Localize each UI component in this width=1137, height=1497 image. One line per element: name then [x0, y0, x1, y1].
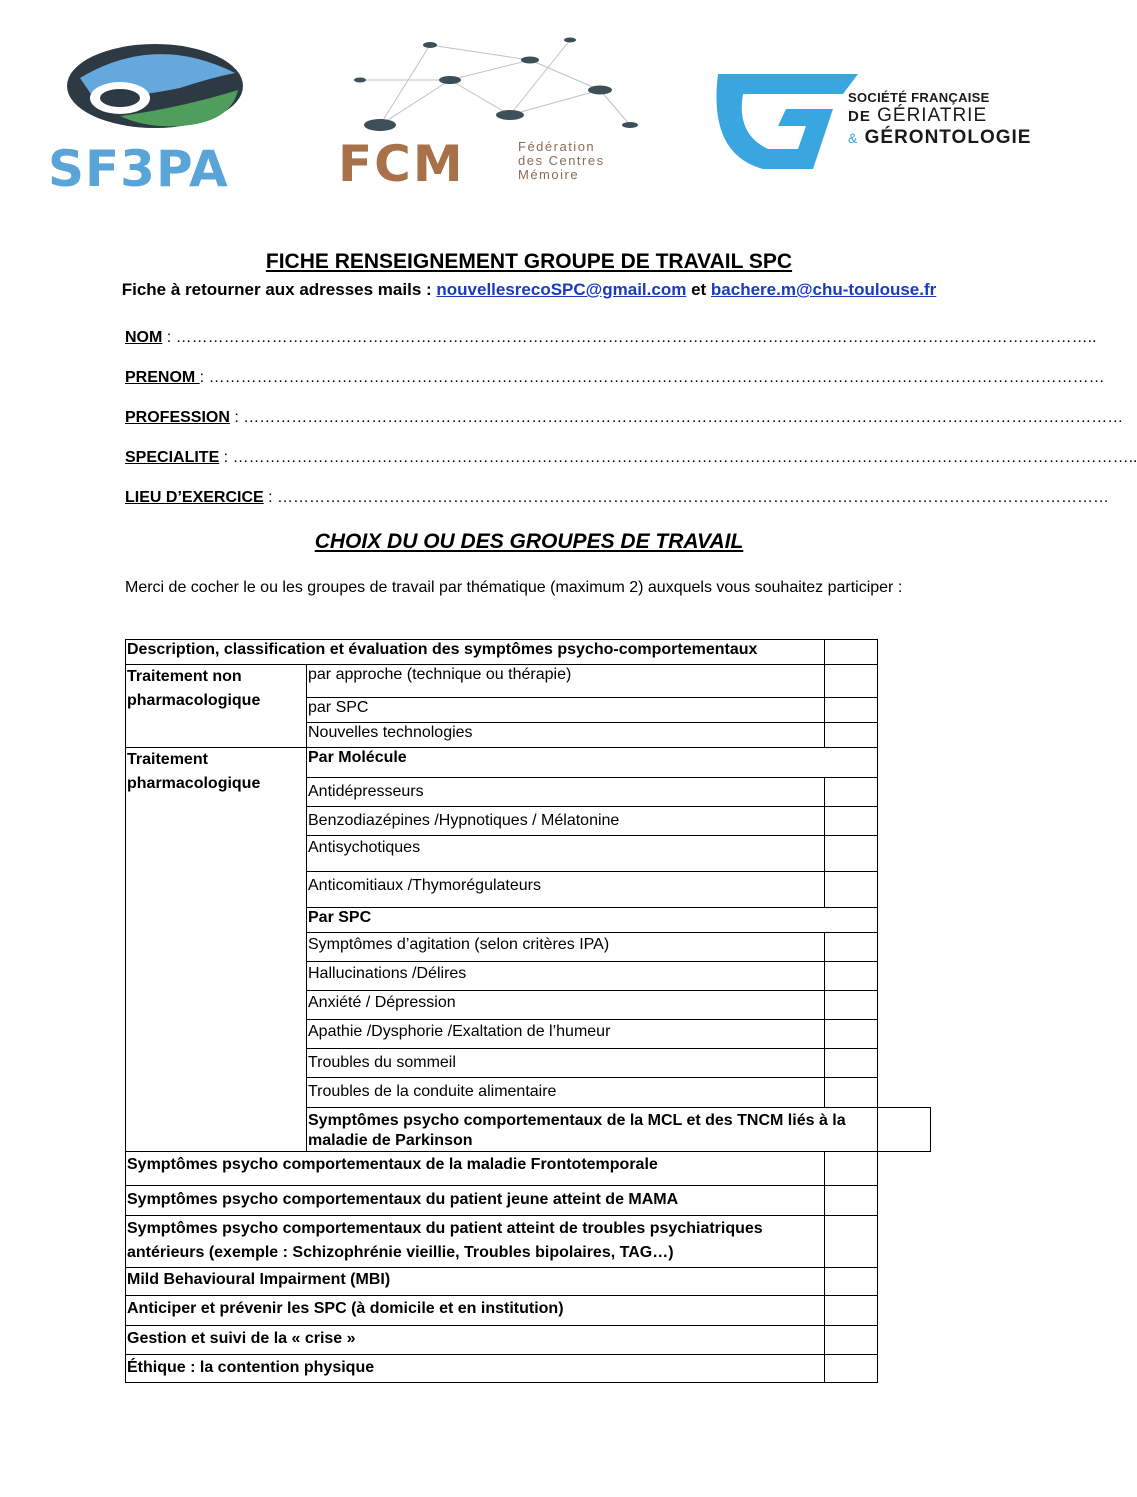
field-label: LIEU D’EXERCICE: [125, 489, 264, 506]
group-label: par approche (technique ou thérapie): [307, 665, 825, 698]
group-checkbox[interactable]: [825, 962, 878, 991]
table-row: [126, 748, 931, 778]
field-label: SPECIALITE: [125, 449, 220, 466]
sf3pa-wordmark: SF3PA: [48, 140, 229, 198]
sfgg-wordmark: [848, 90, 1031, 149]
group-label: Hallucinations /Délires: [307, 962, 825, 991]
fcm-sub-line: des Centres: [518, 153, 605, 168]
group-checkbox[interactable]: [825, 1078, 878, 1108]
group-label: Troubles de la conduite alimentaire: [307, 1078, 825, 1108]
group-label: Benzodiazépines /Hypnotiques / Mélatonine: [307, 807, 825, 836]
sfgg-prefix: DE: [848, 108, 871, 125]
group-checkbox[interactable]: [825, 1186, 878, 1216]
group-label: Symptômes psycho comportementaux du patient atteint de troubles psychiatriques antérieurs (exemple : Schizophrénie vieillie, Troubles bipolaires, TAG…): [126, 1216, 825, 1268]
fcm-wordmark: FCM: [338, 135, 465, 193]
page-title: FICHE RENSEIGNEMENT GROUPE DE TRAVAIL SPC: [265, 250, 793, 273]
instructions-text: Fiche à retourner aux adresses mails :: [121, 280, 432, 299]
group-label: Anxiété / Dépression: [307, 991, 825, 1020]
field-dots: : …………………………………………………………………………………………………………………………………………………: [229, 409, 1124, 426]
group-label: Apathie /Dysphorie /Exaltation de l’humeur: [307, 1020, 825, 1049]
table-row: [126, 1296, 931, 1326]
field-lieu-exercice[interactable]: [125, 489, 1110, 507]
group-checkbox[interactable]: [825, 665, 878, 698]
group-checkbox[interactable]: [825, 1355, 878, 1383]
table-row: [126, 640, 931, 665]
table-row: [126, 665, 931, 698]
fcm-sub-line: Fédération: [518, 139, 596, 154]
group-checkbox[interactable]: [825, 778, 878, 807]
sfgg-line: GÉRIATRIE: [877, 105, 988, 126]
field-label: PRENOM: [125, 369, 200, 386]
group-label: Symptômes psycho comportementaux de la maladie Frontotemporale: [126, 1152, 825, 1186]
field-specialite[interactable]: [125, 449, 1137, 467]
group-label: Mild Behavioural Impairment (MBI): [126, 1268, 825, 1296]
group-label: Symptômes psycho comportementaux du patient jeune atteint de MAMA: [126, 1186, 825, 1216]
connector-text: et: [691, 280, 707, 299]
sf3pa-logo-icon: [60, 38, 260, 138]
intro-text: Merci de cocher le ou les groupes de travail par thématique (maximum 2) auxquels vous souhaitez participer :: [125, 579, 903, 596]
group-label: Antisychotiques: [307, 836, 825, 872]
fcm-subtitle: [518, 140, 605, 182]
working-groups-table: [125, 639, 931, 1383]
logo-banner: [0, 30, 1058, 200]
group-checkbox[interactable]: [878, 1108, 931, 1152]
email-link-2[interactable]: bachere.m@chu-toulouse.fr: [710, 280, 937, 299]
group-label: Description, classification et évaluation des symptômes psycho-comportementaux: [126, 640, 825, 665]
subcategory-label: Par Molécule: [307, 748, 878, 778]
group-label: Anticomitiaux /Thymorégulateurs: [307, 872, 825, 908]
group-label: Gestion et suivi de la « crise »: [126, 1326, 825, 1355]
sfgg-line: SOCIÉTÉ FRANÇAISE: [848, 90, 990, 105]
group-label: Nouvelles technologies: [307, 723, 825, 748]
group-checkbox[interactable]: [825, 640, 878, 665]
group-checkbox[interactable]: [825, 723, 878, 748]
group-label: Symptômes psycho comportementaux de la MCL et des TNCM liés à la maladie de Parkinson: [307, 1108, 878, 1152]
group-checkbox[interactable]: [825, 1020, 878, 1049]
fcm-sub-line: Mémoire: [518, 167, 580, 182]
field-profession[interactable]: [125, 409, 1124, 427]
table-row: [126, 1216, 931, 1268]
sfgg-line: GÉRONTOLOGIE: [864, 127, 1032, 148]
return-instructions: [0, 280, 1058, 300]
field-dots: : …………………………………………………………………………………………………………………………………………: [263, 489, 1110, 506]
group-label: Symptômes d’agitation (selon critères IPA): [307, 933, 825, 962]
group-checkbox[interactable]: [825, 1296, 878, 1326]
group-checkbox[interactable]: [825, 836, 878, 872]
group-label: Anticiper et prévenir les SPC (à domicile et en institution): [126, 1296, 825, 1326]
group-checkbox[interactable]: [825, 1268, 878, 1296]
group-checkbox[interactable]: [825, 933, 878, 962]
subcategory-label: Par SPC: [307, 908, 878, 933]
table-row: [126, 1186, 931, 1216]
group-label: par SPC: [307, 698, 825, 723]
field-prenom[interactable]: [125, 369, 1105, 387]
group-label: Troubles du sommeil: [307, 1049, 825, 1078]
fcm-network-icon: [340, 30, 640, 135]
group-checkbox[interactable]: [825, 1326, 878, 1355]
email-link-1[interactable]: nouvellesrecoSPC@gmail.com: [436, 280, 687, 299]
group-checkbox[interactable]: [825, 872, 878, 908]
table-row: [126, 1152, 931, 1186]
group-checkbox[interactable]: [825, 698, 878, 723]
table-row: [126, 1355, 931, 1383]
group-label: Antidépresseurs: [307, 778, 825, 807]
table-row: [126, 1268, 931, 1296]
group-checkbox[interactable]: [825, 807, 878, 836]
group-checkbox[interactable]: [825, 1216, 878, 1268]
group-checkbox[interactable]: [825, 991, 878, 1020]
group-label: Éthique : la contention physique: [126, 1355, 825, 1383]
field-dots: : ………………………………………………………………………………………………………………………………………………………..: [162, 329, 1097, 346]
category-label: Traitement non pharmacologique: [126, 665, 307, 748]
sfgg-prefix: &: [848, 130, 859, 146]
field-nom[interactable]: [125, 329, 1097, 347]
section-title: CHOIX DU OU DES GROUPES DE TRAVAIL: [314, 530, 744, 553]
group-checkbox[interactable]: [825, 1152, 878, 1186]
field-label: NOM: [125, 329, 163, 346]
field-label: PROFESSION: [125, 409, 230, 426]
sfgg-logo-icon: [708, 64, 858, 179]
field-dots: : ……………………………………………………………………………………………………………………………………………………: [199, 369, 1105, 386]
category-label: Traitement pharmacologique: [126, 748, 307, 1152]
group-checkbox[interactable]: [825, 1049, 878, 1078]
field-dots: : ……………………………………………………………………………………………………………………………………………………..: [219, 449, 1137, 466]
table-row: [126, 1326, 931, 1355]
